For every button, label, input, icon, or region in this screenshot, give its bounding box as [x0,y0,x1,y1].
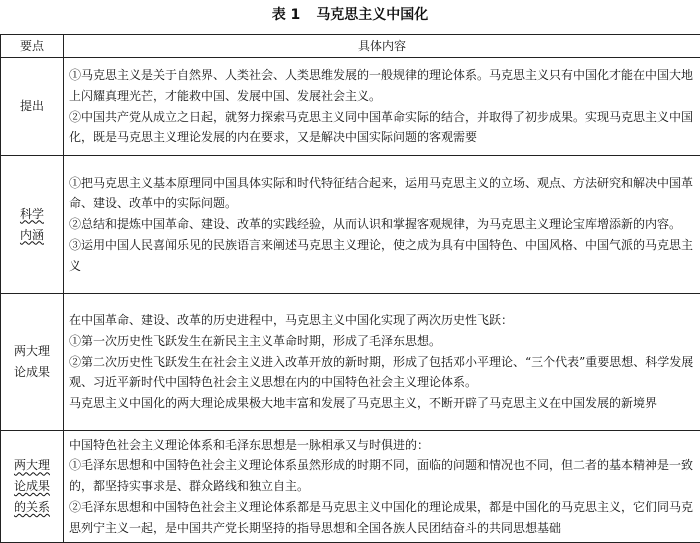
header-key: 要点 [1,35,64,58]
content-paragraph: 中国特色社会主义理论体系和毛泽东思想是一脉相承又与时俱进的： [69,435,695,456]
row-key: 的关系 [5,497,59,518]
content-paragraph: ①毛泽东思想和中国特色社会主义理论体系虽然形成的时期不同，面临的问题和情况也不同，但二者的基本精神是一致的，都坚持实事求是、群众路线和独立自主。 [69,455,695,497]
content-table [0,34,700,543]
row-key-cell [1,294,64,431]
row-content-cell [64,431,700,543]
table-row [1,431,700,543]
content-paragraph: ②总结和提炼中国革命、建设、改革的实践经验，从而认识和掌握客观规律，为马克思主义理论宝库增添新的内容。 [69,214,695,235]
row-key: 两大理 [5,455,59,476]
table-row [1,156,700,294]
row-key-cell [1,431,64,543]
row-key-cell [1,58,64,156]
row-key: 提出 [5,96,59,117]
row-key: 内涵 [5,225,59,246]
content-paragraph: 在中国革命、建设、改革的历史进程中，马克思主义中国化实现了两次历史性飞跃： [69,310,695,331]
content-paragraph: ②中国共产党从成立之日起，就努力探索马克思主义同中国革命实际的结合，并取得了初步成果。实现马克思主义中国化，既是马克思主义理论发展的内在要求，又是解决中国实际问题的客观需要 [69,107,695,149]
content-paragraph: ③运用中国人民喜闻乐见的民族语言来阐述马克思主义理论，使之成为具有中国特色、中国风格、中国气派的马克思主义 [69,235,695,277]
table-row [1,294,700,431]
content-paragraph: ①第一次历史性飞跃发生在新民主主义革命时期，形成了毛泽东思想。 [69,331,695,352]
row-key: 两大理 [5,341,59,362]
row-content-cell [64,294,700,431]
content-paragraph: ②毛泽东思想和中国特色社会主义理论体系都是马克思主义中国化的理论成果，都是中国化的马克思主义，它们同马克思列宁主义一起，是中国共产党长期坚持的指导思想和全国各族人民团结奋斗的共同思想基础 [69,497,695,539]
header-row [1,35,700,58]
content-paragraph: ①把马克思主义基本原理同中国具体实际和时代特征结合起来，运用马克思主义的立场、观点、方法研究和解决中国革命、建设、改革中的实际问题。 [69,173,695,215]
content-paragraph: ②第二次历史性飞跃发生在社会主义进入改革开放的新时期，形成了包括邓小平理论、“三个代表”重要思想、科学发展观、习近平新时代中国特色社会主义思想在内的中国特色社会主义理论体系。 [69,352,695,394]
row-key: 论成果 [5,362,59,383]
row-key: 科学 [5,204,59,225]
row-content-cell [64,156,700,294]
header-content: 具体内容 [64,35,700,58]
content-paragraph: 马克思主义中国化的两大理论成果极大地丰富和发展了马克思主义，不断开辟了马克思主义在中国发展的新境界 [69,393,695,414]
table-row [1,58,700,156]
row-key: 论成果 [5,476,59,497]
content-paragraph: ①马克思主义是关于自然界、人类社会、人类思维发展的一般规律的理论体系。马克思主义只有中国化才能在中国大地上闪耀真理光芒，才能救中国、发展中国、发展社会主义。 [69,65,695,107]
table-title [0,0,700,34]
row-content-cell [64,58,700,156]
row-key-cell [1,156,64,294]
table-title-text: 马克思主义中国化 [316,7,428,23]
table-number: 表 1 [272,7,301,23]
